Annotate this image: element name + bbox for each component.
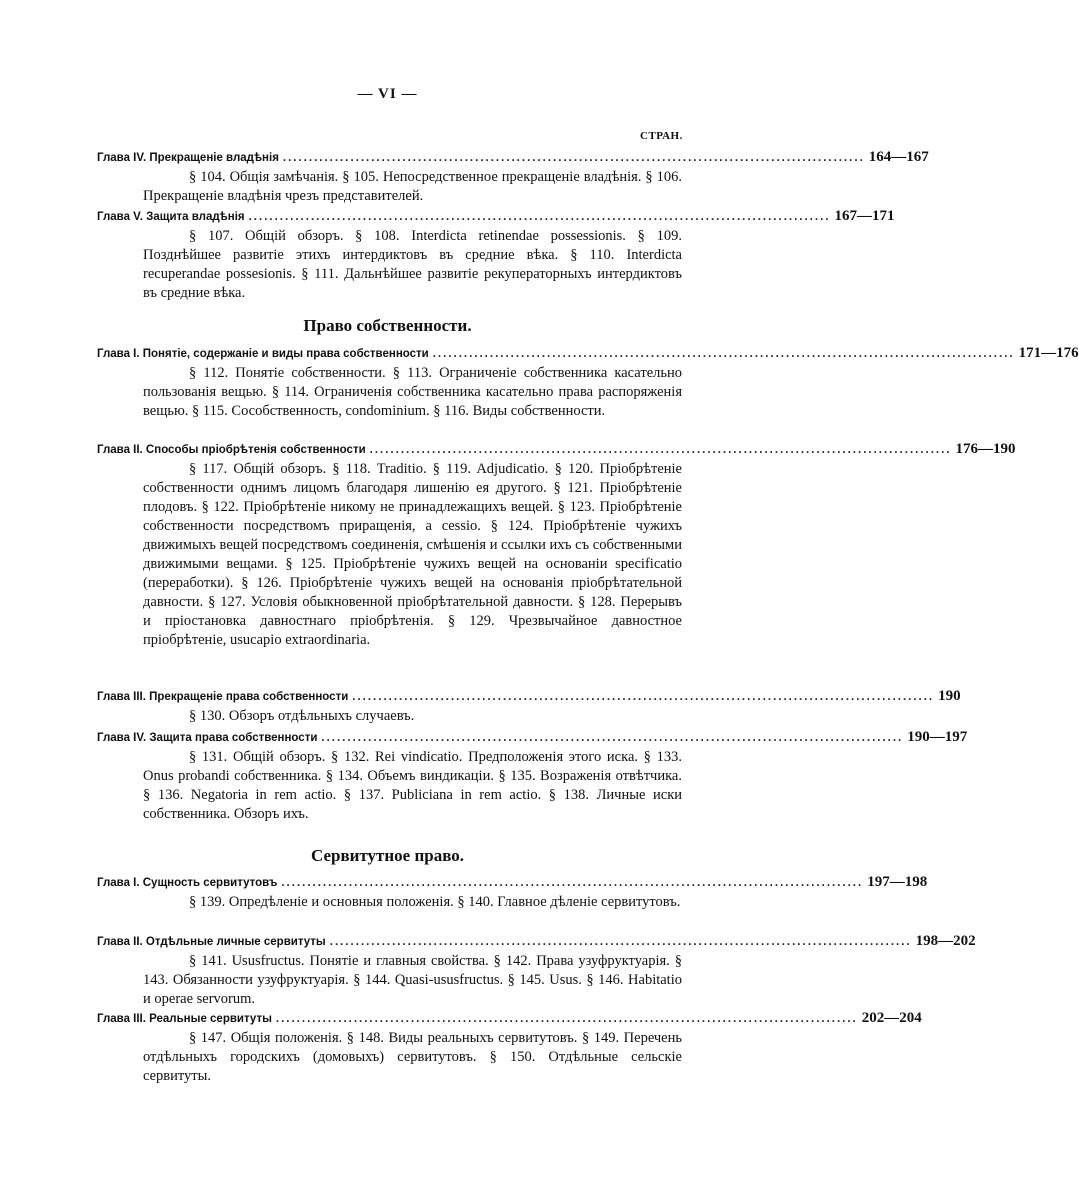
toc-entry — [97, 440, 1016, 650]
toc-entry — [97, 687, 961, 726]
chapter-contents: § 141. Ususfructus. Понятiе и главныя свойства. § 142. Права узуфруктуарія. § 143. Обязанности узуфруктуарія. § 144. Quasi-ususfructus. § 145. Usus. § 146. Habitatio и operae servorum. — [143, 953, 682, 1007]
pages-column-header: СТРАН. — [640, 130, 683, 142]
toc-entry — [97, 207, 895, 303]
chapter-line — [97, 873, 928, 893]
leader-dots: ................................................................................................................ — [352, 691, 935, 703]
chapter-title: Глава II. Отдѣльные личные сервитуты — [97, 936, 326, 948]
leader-dots: ................................................................................................................ — [329, 936, 912, 948]
page-range: 198—202 — [915, 933, 976, 949]
chapter-line — [97, 440, 1016, 460]
chapter-title: Глава IV. Прекращенiе владѣнія — [97, 152, 279, 164]
toc-entry — [97, 873, 928, 912]
toc-entry — [97, 728, 968, 824]
chapter-line — [97, 1009, 922, 1029]
toc-entry — [97, 1009, 922, 1086]
chapter-line — [97, 728, 968, 748]
chapter-title: Глава I. Сущность сервитутовъ — [97, 877, 278, 889]
leader-dots: ................................................................................................................ — [369, 444, 952, 456]
chapter-line — [97, 148, 929, 168]
chapter-contents: § 131. Общiй обзоръ. § 132. Rei vindicatio. Предположенія этого иска. § 133. Onus probandi собственника. § 134. Объемъ виндикацiи. § 135. Возраженія отвѣтчика. § 136. Negatoria in rem actio. § 137. Publiciana in rem actio. § 138. Личные иски собственника. Обзоръ ихъ. — [143, 749, 682, 822]
toc-entry — [97, 148, 929, 206]
page-range: 190 — [938, 688, 961, 704]
chapter-contents: § 130. Обзоръ отдѣльныхъ случаевъ. — [189, 708, 415, 724]
toc-entry — [97, 344, 1079, 421]
chapter-contents: § 147. Общiя положенія. § 148. Виды реальныхъ сервитутовъ. § 149. Перечень отдѣльныхъ городскихъ (домовыхъ) сервитутовъ. § 150. Отдѣльные сельскiе сервитуты. — [143, 1030, 682, 1084]
toc-entry — [97, 932, 976, 1009]
chapter-line — [97, 932, 976, 952]
chapter-line — [97, 344, 1079, 364]
chapter-title: Глава II. Способы прiобрѣтенія собственности — [97, 444, 366, 456]
leader-dots: ................................................................................................................ — [321, 732, 904, 744]
leader-dots: ................................................................................................................ — [275, 1013, 858, 1025]
chapter-line — [97, 687, 961, 707]
leader-dots: ................................................................................................................ — [432, 348, 1015, 360]
chapter-line — [97, 207, 895, 227]
section-heading: Сервитутное право. — [310, 846, 465, 865]
chapter-contents: § 112. Понятiе собственности. § 113. Ограниченiе собственника касательно пользованія вещью. § 114. Ограниченія собственника касательно права распоряженія вещью. § 115. Сособственность, condominium. § 116. Виды собственности. — [143, 365, 682, 419]
chapter-title: Глава V. Защита владѣнія — [97, 211, 245, 223]
page-number: — VI — — [357, 86, 418, 102]
leader-dots: ................................................................................................................ — [281, 877, 864, 889]
chapter-contents: § 117. Общiй обзоръ. § 118. Traditio. § 119. Adjudicatio. § 120. Прiобрѣтенiе собственности однимъ лицомъ благодаря лишенiю ея другого. § 121. Прiобрѣтенiе плодовъ. § 122. Прiобрѣтенiе никому не принадлежащихъ вещей. § 123. Прiобрѣтенiе собственности посредствомъ приращенія, a cessio. § 124. Прiобрѣтенiе чужихъ движимыхъ вещей посредствомъ соединенія, смѣшенія и ссылки ихъ съ собственными движимыми вещами. § 125. Прiобрѣтенiе чужихъ вещей на основанiи specificatio (переработки). § 126. Прiобрѣтенiе чужихъ вещей на основанія прiобрѣтательной давности. § 127. Условія обыкновенной прiобрѣтательной давности. § 128. Перерывъ и прiостановка давностнаго прiобрѣтенія. § 129. Чрезвычайное давностное прiобрѣтенiе, usucapio extraordinaria. — [143, 461, 682, 648]
page-range: 171—176 — [1018, 345, 1079, 361]
chapter-contents: § 107. Общiй обзоръ. § 108. Interdicta retinendae possessionis. § 109. Позднѣйшее развитiе этихъ интердиктовъ въ средние вѣка. § 110. Interdicta recuperandae possesionis. § 111. Дальнѣйшее развитiе рекуператорныхъ интердиктовъ въ средние вѣка. — [143, 228, 682, 301]
chapter-title: Глава I. Понятiе, содержанiе и виды права собственности — [97, 348, 429, 360]
page-range: 167—171 — [834, 208, 895, 224]
leader-dots: ................................................................................................................ — [282, 152, 865, 164]
section-heading: Право собственности. — [303, 316, 472, 335]
page-range: 164—167 — [868, 149, 929, 165]
page-range: 176—190 — [955, 441, 1016, 457]
page-range: 202—204 — [861, 1010, 922, 1026]
page-range: 190—197 — [907, 729, 968, 745]
leader-dots: ................................................................................................................ — [248, 211, 831, 223]
chapter-title: Глава III. Прекращенiе права собственности — [97, 691, 349, 703]
chapter-contents: § 104. Общiя замѣчанія. § 105. Непосредственное прекращенiе владѣнія. § 106. Прекращенiе владѣнія чрезъ представителей. — [143, 169, 682, 204]
chapter-title: Глава III. Реальные сервитуты — [97, 1013, 272, 1025]
page-range: 197—198 — [867, 874, 928, 890]
chapter-title: Глава IV. Защита права собственности — [97, 732, 318, 744]
chapter-contents: § 139. Опредѣленiе и основныя положенія. § 140. Главное дѣленiе сервитутовъ. — [189, 894, 681, 910]
